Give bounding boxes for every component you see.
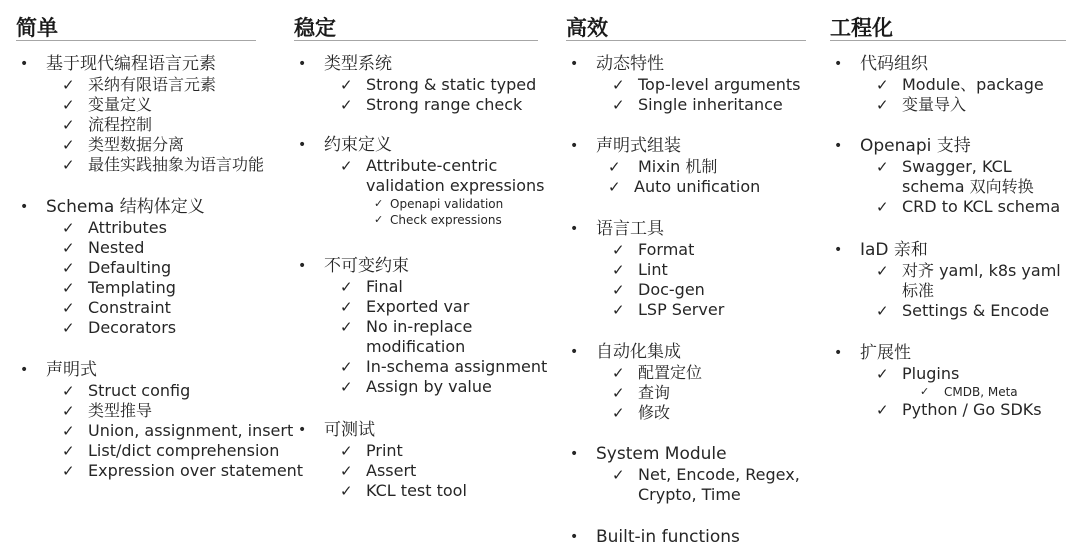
list-item <box>566 383 816 403</box>
list-item <box>830 301 1078 321</box>
list-item <box>294 297 556 317</box>
section-header <box>566 342 816 363</box>
list-item-label: 修改 <box>638 403 671 422</box>
section-type-system <box>294 54 556 115</box>
list-item <box>294 317 556 357</box>
list-item-label: 采纳有限语言元素 <box>88 75 217 94</box>
section-header <box>566 219 816 240</box>
check-icon: ✓ <box>62 116 75 134</box>
list-item <box>830 400 1078 420</box>
section-header <box>566 136 816 157</box>
list-item-label: Decorators <box>88 318 177 337</box>
list-item-label: Print <box>366 441 403 460</box>
list-item <box>294 156 556 196</box>
list-item-label: CRD to KCL schema <box>902 197 1061 216</box>
section-header <box>294 256 556 277</box>
list-item <box>830 364 1078 384</box>
section-extensibility <box>830 343 1078 420</box>
list-item-label: Mixin 机制 <box>638 157 718 176</box>
check-icon: ✓ <box>608 178 621 196</box>
sub-item <box>294 212 556 228</box>
list-item <box>16 135 278 155</box>
list-item <box>566 300 816 320</box>
bullet-icon: • <box>570 529 579 545</box>
section-header <box>16 197 278 218</box>
section-header <box>566 444 816 465</box>
bullet-icon: • <box>298 258 307 274</box>
bullet-icon: • <box>298 422 307 438</box>
list-item-label: Swagger, KCL schema 双向转换 <box>902 157 1034 196</box>
check-icon: ✓ <box>876 158 889 176</box>
section-header <box>16 54 278 75</box>
list-item <box>16 75 278 95</box>
check-icon: ✓ <box>62 462 75 480</box>
list-item-label: KCL test tool <box>366 481 467 500</box>
list-item <box>566 260 816 280</box>
check-icon: ✓ <box>340 358 353 376</box>
list-item-label: 最佳实践抽象为语言功能 <box>88 155 265 174</box>
list-item-label: Settings & Encode <box>902 301 1050 320</box>
section-label: 语言工具 <box>596 219 664 239</box>
check-icon: ✓ <box>62 76 75 94</box>
list-item-label: Attributes <box>88 218 167 237</box>
check-icon: ✓ <box>876 76 889 94</box>
list-item-label: Struct config <box>88 381 191 400</box>
column-title: 高效 <box>566 16 608 40</box>
list-item <box>294 95 556 115</box>
bullet-icon: • <box>834 138 843 154</box>
list-item-label: Attribute-centric validation expressions <box>366 156 545 195</box>
list-item <box>16 441 278 461</box>
section-code-organization <box>830 54 1078 115</box>
list-item <box>16 278 278 298</box>
list-item <box>16 318 278 338</box>
list-item-label: Doc-gen <box>638 280 705 299</box>
check-icon: ✓ <box>340 318 353 336</box>
check-icon: ✓ <box>612 384 625 402</box>
list-item <box>830 75 1078 95</box>
list-item-label: 类型数据分离 <box>88 135 185 154</box>
check-icon: ✓ <box>612 281 625 299</box>
list-item-label: Defaulting <box>88 258 172 277</box>
check-icon: ✓ <box>612 261 625 279</box>
list-item-label: Assert <box>366 461 417 480</box>
bullet-icon: • <box>570 138 579 154</box>
check-icon: ✓ <box>340 76 353 94</box>
check-icon: ✓ <box>612 404 625 422</box>
section-label: 声明式 <box>46 360 97 380</box>
sub-item-label: Check expressions <box>390 213 502 227</box>
sub-item <box>294 196 556 212</box>
list-item-label: Python / Go SDKs <box>902 400 1042 419</box>
list-item <box>294 461 556 481</box>
check-icon: ✓ <box>612 241 625 259</box>
column-engineering <box>830 0 1078 552</box>
section-header <box>830 240 1078 261</box>
list-item <box>294 377 556 397</box>
list-item-label: List/dict comprehension <box>88 441 280 460</box>
section-label: IaD 亲和 <box>860 240 928 260</box>
list-item <box>16 95 278 115</box>
list-item-label: Format <box>638 240 695 259</box>
section-header <box>830 343 1078 364</box>
column-title: 工程化 <box>830 16 893 40</box>
list-item <box>16 238 278 258</box>
bullet-icon: • <box>20 199 29 215</box>
bullet-icon: • <box>570 221 579 237</box>
check-icon: ✓ <box>612 76 625 94</box>
list-item <box>16 115 278 135</box>
list-item-label: 对齐 yaml, k8s yaml 标准 <box>902 261 1061 300</box>
list-item <box>566 280 816 300</box>
section-immutability <box>294 256 556 397</box>
column-divider <box>16 40 256 41</box>
sub-item <box>830 384 1078 400</box>
column-divider <box>294 40 538 41</box>
list-item-label: Net, Encode, Regex, Crypto, Time <box>638 465 800 504</box>
list-item-label: Plugins <box>902 364 960 383</box>
list-item <box>566 75 816 95</box>
section-composition <box>566 136 816 197</box>
list-item <box>830 197 1078 217</box>
section-system-module <box>566 444 816 505</box>
section-label: Openapi 支持 <box>860 136 971 156</box>
column-stable <box>294 0 556 552</box>
section-header <box>566 54 816 75</box>
section-label: 代码组织 <box>860 54 928 74</box>
sub-item-label: CMDB, Meta <box>944 385 1018 399</box>
bullet-icon: • <box>570 446 579 462</box>
check-icon: ✓ <box>920 385 930 398</box>
check-icon: ✓ <box>876 96 889 114</box>
section-label: 扩展性 <box>860 343 911 363</box>
section-header <box>830 54 1078 75</box>
bullet-icon: • <box>570 344 579 360</box>
column-divider <box>830 40 1066 41</box>
list-item-label: Auto unification <box>634 177 761 196</box>
list-item <box>566 240 816 260</box>
check-icon: ✓ <box>876 198 889 216</box>
list-item-label: 流程控制 <box>88 115 153 134</box>
list-item <box>16 381 278 401</box>
check-icon: ✓ <box>62 299 75 317</box>
section-builtin <box>566 527 816 548</box>
section-label: Built-in functions <box>596 527 740 547</box>
list-item <box>294 441 556 461</box>
check-icon: ✓ <box>876 262 889 280</box>
list-item-label: LSP Server <box>638 300 725 319</box>
check-icon: ✓ <box>876 401 889 419</box>
list-item-label: Union, assignment, insert <box>88 421 294 440</box>
check-icon: ✓ <box>340 298 353 316</box>
section-openapi <box>830 136 1078 217</box>
list-item-label: In-schema assignment <box>366 357 548 376</box>
check-icon: ✓ <box>62 402 75 420</box>
section-modern-language <box>16 54 278 175</box>
check-icon: ✓ <box>62 239 75 257</box>
section-label: 自动化集成 <box>596 342 681 362</box>
check-icon: ✓ <box>612 364 625 382</box>
section-automation <box>566 342 816 423</box>
bullet-icon: • <box>20 362 29 378</box>
list-item-label: 类型推导 <box>88 401 153 420</box>
column-divider <box>566 40 806 41</box>
check-icon: ✓ <box>62 156 75 174</box>
check-icon: ✓ <box>612 301 625 319</box>
check-icon: ✓ <box>62 442 75 460</box>
list-item <box>566 157 816 177</box>
list-item <box>830 261 1078 301</box>
check-icon: ✓ <box>62 259 75 277</box>
list-item <box>294 481 556 501</box>
list-item <box>16 401 278 421</box>
bullet-icon: • <box>298 137 307 153</box>
list-item-label: Strong & static typed <box>366 75 537 94</box>
check-icon: ✓ <box>62 219 75 237</box>
check-icon: ✓ <box>340 378 353 396</box>
section-label: System Module <box>596 444 727 464</box>
list-item-label: Single inheritance <box>638 95 783 114</box>
section-label: 可测试 <box>324 420 375 440</box>
section-schema <box>16 197 278 338</box>
list-item-label: 配置定位 <box>638 363 703 382</box>
check-icon: ✓ <box>340 157 353 175</box>
check-icon: ✓ <box>340 462 353 480</box>
section-header <box>294 135 556 156</box>
section-header <box>16 360 278 381</box>
section-header <box>566 527 816 548</box>
section-label: 声明式组装 <box>596 136 681 156</box>
section-testable <box>294 420 556 501</box>
list-item-label: Constraint <box>88 298 171 317</box>
list-item <box>566 177 816 197</box>
sub-item-label: Openapi validation <box>390 197 504 211</box>
list-item-label: 变量导入 <box>902 95 967 114</box>
check-icon: ✓ <box>62 96 75 114</box>
list-item <box>16 461 304 481</box>
column-title: 稳定 <box>294 16 336 40</box>
section-header <box>830 136 1078 157</box>
list-item-label: Top-level arguments <box>638 75 801 94</box>
bullet-icon: • <box>834 56 843 72</box>
list-item-label: Exported var <box>366 297 470 316</box>
list-item <box>16 298 278 318</box>
list-item-label: Assign by value <box>366 377 492 396</box>
list-item-label: Strong range check <box>366 95 523 114</box>
check-icon: ✓ <box>612 466 625 484</box>
column-simple <box>16 0 304 552</box>
list-item-label: Nested <box>88 238 145 257</box>
section-iad <box>830 240 1078 321</box>
list-item-label: 变量定义 <box>88 95 153 114</box>
check-icon: ✓ <box>340 482 353 500</box>
check-icon: ✓ <box>62 319 75 337</box>
list-item <box>566 95 816 115</box>
list-item-label: Module、package <box>902 75 1044 94</box>
section-label: 动态特性 <box>596 54 664 74</box>
list-item-label: Expression over statement <box>88 461 304 480</box>
list-item <box>16 258 278 278</box>
section-label: 不可变约束 <box>324 256 409 276</box>
section-label: 类型系统 <box>324 54 392 74</box>
section-label: Schema 结构体定义 <box>46 197 205 217</box>
check-icon: ✓ <box>340 96 353 114</box>
list-item <box>294 75 556 95</box>
list-item <box>294 277 556 297</box>
list-item <box>566 465 816 505</box>
list-item <box>16 218 278 238</box>
bullet-icon: • <box>298 56 307 72</box>
check-icon: ✓ <box>876 302 889 320</box>
check-icon: ✓ <box>62 422 75 440</box>
section-header <box>294 54 556 75</box>
check-icon: ✓ <box>62 279 75 297</box>
check-icon: ✓ <box>374 197 384 210</box>
check-icon: ✓ <box>62 382 75 400</box>
list-item <box>566 403 816 423</box>
bullet-icon: • <box>570 56 579 72</box>
list-item <box>16 421 294 441</box>
check-icon: ✓ <box>876 365 889 383</box>
check-icon: ✓ <box>62 136 75 154</box>
list-item <box>16 155 278 175</box>
list-item-label: Templating <box>88 278 176 297</box>
list-item-label: 查询 <box>638 383 671 402</box>
section-constraints <box>294 135 556 228</box>
list-item <box>830 95 1078 115</box>
check-icon: ✓ <box>612 96 625 114</box>
bullet-icon: • <box>20 56 29 72</box>
check-icon: ✓ <box>340 278 353 296</box>
section-dynamic <box>566 54 816 115</box>
list-item <box>294 357 556 377</box>
column-title: 简单 <box>16 16 58 40</box>
bullet-icon: • <box>834 242 843 258</box>
check-icon: ✓ <box>340 442 353 460</box>
column-efficient <box>566 0 816 552</box>
check-icon: ✓ <box>374 213 384 226</box>
list-item-label: Lint <box>638 260 668 279</box>
check-icon: ✓ <box>608 158 621 176</box>
section-declarative <box>16 360 304 481</box>
list-item <box>830 157 1078 197</box>
section-label: 基于现代编程语言元素 <box>46 54 216 74</box>
section-header <box>294 420 556 441</box>
bullet-icon: • <box>834 345 843 361</box>
list-item-label: No in-replace modification <box>366 317 473 356</box>
list-item-label: Final <box>366 277 403 296</box>
list-item <box>566 363 816 383</box>
section-label: 约束定义 <box>324 135 392 155</box>
section-tooling <box>566 219 816 320</box>
